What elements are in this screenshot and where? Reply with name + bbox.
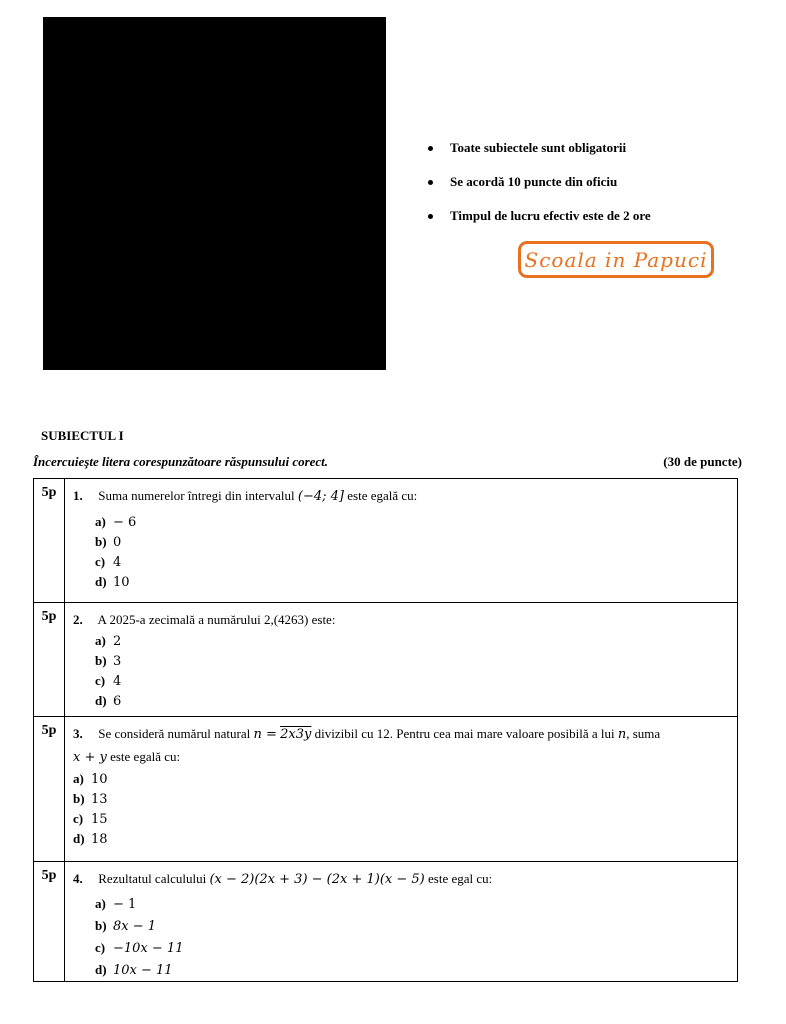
section-title: SUBIECTUL I: [41, 428, 124, 443]
question-body: [65, 862, 738, 982]
answer-option[interactable]: b) 0: [95, 534, 122, 550]
answer-option[interactable]: c) 15: [73, 811, 108, 827]
rule-item: Se acordă 10 puncte din oficiu: [428, 172, 651, 206]
answer-options: [95, 631, 731, 711]
bullet-icon: [428, 180, 433, 185]
answer-options: [95, 893, 731, 981]
question-points: 5p: [34, 603, 65, 717]
answer-option[interactable]: a) − 1: [95, 896, 137, 912]
rule-item: Timpul de lucru efectiv este de 2 ore: [428, 206, 651, 240]
answer-option[interactable]: a) 2: [95, 633, 122, 649]
bullet-icon: [428, 214, 433, 219]
question-body: [65, 603, 738, 717]
question-row: [34, 479, 738, 603]
answer-option[interactable]: a) 10: [73, 771, 108, 787]
answer-option[interactable]: c) 4: [95, 673, 122, 689]
answer-option[interactable]: b) 8x − 1: [95, 918, 157, 934]
question-points: 5p: [34, 862, 65, 982]
question-body: [65, 717, 738, 862]
answer-options: [73, 769, 731, 849]
question-text-line2: x + y este egală cu:: [73, 749, 181, 765]
question-text: 2. A 2025-a zecimală a numărului 2,(4263) este:: [73, 612, 336, 627]
question-points: 5p: [34, 717, 65, 862]
answer-option[interactable]: c) −10x − 11: [95, 940, 184, 956]
question-text: 3. Se consideră numărul natural n = 2x3y divizibil cu 12. Pentru cea mai mare valoare posibilă a lui n, suma: [73, 726, 661, 742]
answer-option[interactable]: a) − 6: [95, 514, 137, 530]
section-points: (30 de puncte): [663, 454, 742, 469]
answer-option[interactable]: b) 3: [95, 653, 122, 669]
question-row: [34, 603, 738, 717]
answer-option[interactable]: b) 13: [73, 791, 108, 807]
redacted-image-block: [43, 17, 386, 370]
section-instruction: Încercuieşte litera corespunzătoare răspunsului corect.: [33, 454, 329, 469]
answer-option[interactable]: c) 4: [95, 554, 122, 570]
scoala-in-papuci-logo: Scoala in Papuci: [518, 241, 714, 278]
question-row: [34, 862, 738, 982]
question-points: 5p: [34, 479, 65, 603]
question-text: 4. Rezultatul calculului (x − 2)(2x + 3) − (2x + 1)(x − 5) este egal cu:: [73, 871, 493, 887]
questions-table: [33, 478, 738, 982]
answer-option[interactable]: d) 10: [95, 574, 130, 590]
bullet-icon: [428, 146, 433, 151]
answer-option[interactable]: d) 18: [73, 831, 108, 847]
question-text: 1. Suma numerelor întregi din intervalul (−4; 4] este egală cu:: [73, 488, 418, 504]
question-row: [34, 717, 738, 862]
question-body: [65, 479, 738, 603]
exam-rules-list: [428, 138, 651, 240]
rule-item: Toate subiectele sunt obligatorii: [428, 138, 651, 172]
answer-option[interactable]: d) 6: [95, 693, 122, 709]
answer-option[interactable]: d) 10x − 11: [95, 962, 173, 978]
answer-options: [95, 512, 731, 592]
